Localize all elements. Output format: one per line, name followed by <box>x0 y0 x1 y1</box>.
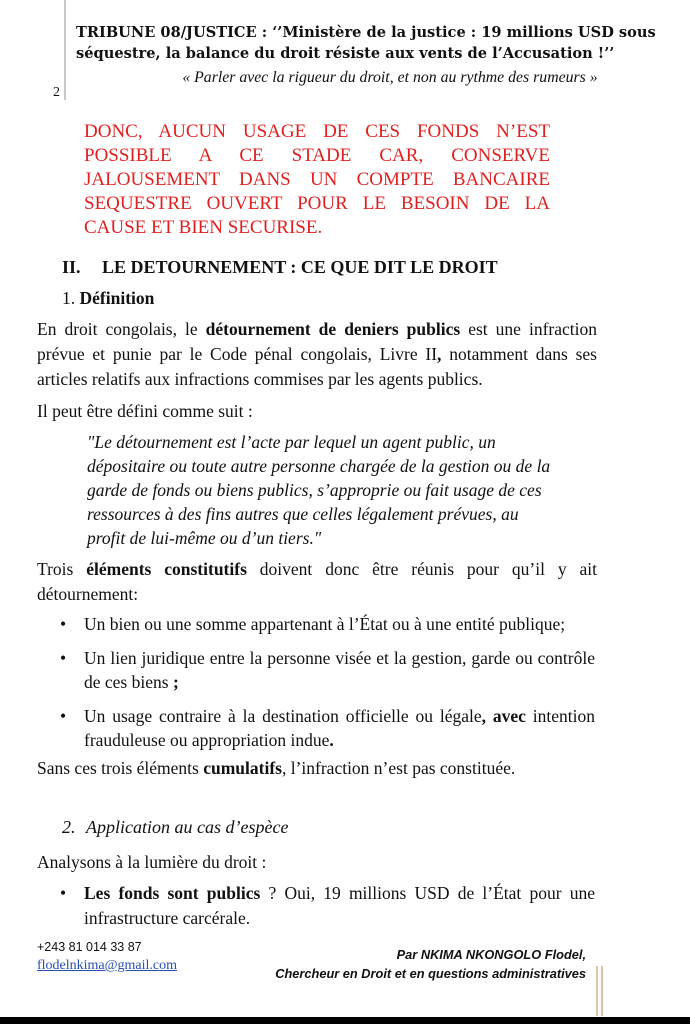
subsection-heading-application <box>62 817 288 838</box>
definition-quote: "Le détournement est l’acte par lequel un agent public, un dépositaire ou toute autre personne chargée de la gestion ou de la garde de fonds ou biens publics, s’approprie ou fait usage de ces ressources à des fins autres que celles légalement prévues, au profit de lui-même ou d’un tiers." <box>87 432 551 548</box>
paragraph-definition-lead: Il peut être défini comme suit : <box>37 401 253 421</box>
bold-run: éléments constitutifs <box>86 559 247 579</box>
text-run: En droit congolais, le <box>37 319 206 339</box>
header-vertical-rule <box>64 0 66 100</box>
header-title-line1: TRIBUNE 08/JUSTICE : ‘’Ministère de la justice : 19 millions USD sous <box>76 24 656 41</box>
bold-run: ; <box>172 672 179 692</box>
text-run: est une infraction prévue et punie par le Code pénal congolais, Livre II <box>37 319 597 364</box>
paragraph-definition-intro <box>37 317 597 392</box>
bold-run: , avec <box>481 705 526 726</box>
page-number: 2 <box>53 85 60 100</box>
footer-phone: +243 81 014 33 87 <box>37 940 142 954</box>
footer-vertical-rule <box>601 966 603 1016</box>
paragraph-cumulative <box>37 756 597 781</box>
footer-vertical-rule <box>596 966 598 1016</box>
text-run: notamment dans ses articles relatifs aux infractions commises par les agents publics. <box>37 344 597 389</box>
list-item-text: Un bien ou une somme appartenant à l’État ou à une entité publique; <box>84 614 566 634</box>
bold-run: , <box>437 344 442 364</box>
elements-list <box>60 612 595 762</box>
list-item <box>60 881 595 930</box>
section-heading <box>62 257 498 278</box>
list-item-text: Un lien juridique entre la personne visée et la gestion, garde ou contrôle de ces biens <box>84 647 595 692</box>
header-title <box>76 22 676 64</box>
list-item-text: ? Oui, 19 millions USD de l’État pour une infrastructure carcérale. <box>84 883 595 928</box>
list-item <box>60 704 595 753</box>
bold-run: . <box>329 730 334 750</box>
bold-run: détournement de deniers publics <box>205 319 461 339</box>
text-run: doivent donc être réunis pour qu’il y ait détournement: <box>37 559 597 604</box>
paragraph-analysis-lead: Analysons à la lumière du droit : <box>37 852 267 872</box>
red-warning-paragraph: DONC, AUCUN USAGE DE CES FONDS N’EST POSSIBLE A CE STADE CAR, CONSERVE JALOUSEMENT DANS UN COMPTE BANCAIRE SEQUESTRE OUVERT POUR LE BESOIN DE LA CAUSE ET BIEN SECURISE. <box>84 121 550 238</box>
header-title-line2: séquestre, la balance du droit résiste aux vents de l’Accusation !’’ <box>76 45 615 62</box>
paragraph-elements <box>37 557 597 607</box>
subsection-number: 2. <box>62 817 76 837</box>
text-run: Sans ces trois éléments <box>37 758 204 778</box>
bold-run: cumulatifs <box>203 758 282 778</box>
bold-run: Les fonds sont publics <box>84 883 261 903</box>
text-run: Trois <box>37 559 87 579</box>
analysis-list <box>60 881 595 939</box>
footer-author: Par NKIMA NKONGOLO Flodel, <box>396 947 586 962</box>
section-number: II. <box>62 257 81 277</box>
subsection-heading-definition <box>62 288 154 309</box>
subsection-title: Application au cas d’espèce <box>86 817 289 837</box>
footer-author-role: Chercheur en Droit et en questions administratives <box>275 966 586 981</box>
list-item <box>60 646 595 695</box>
section-title: LE DETOURNEMENT : CE QUE DIT LE DROIT <box>102 257 498 277</box>
footer-email-link[interactable]: flodelnkima@gmail.com <box>37 958 178 973</box>
subsection-number: 1. <box>62 288 76 308</box>
list-item-text: intention frauduleuse ou appropriation indue <box>84 705 595 750</box>
bottom-border <box>0 1017 690 1024</box>
header-motto: « Parler avec la rigueur du droit, et non au rythme des rumeurs » <box>182 69 598 86</box>
list-item <box>60 612 595 637</box>
text-run: , l’infraction n’est pas constituée. <box>281 758 516 778</box>
subsection-title: Définition <box>79 288 155 308</box>
list-item-text: Un usage contraire à la destination officielle ou légale <box>84 705 482 726</box>
